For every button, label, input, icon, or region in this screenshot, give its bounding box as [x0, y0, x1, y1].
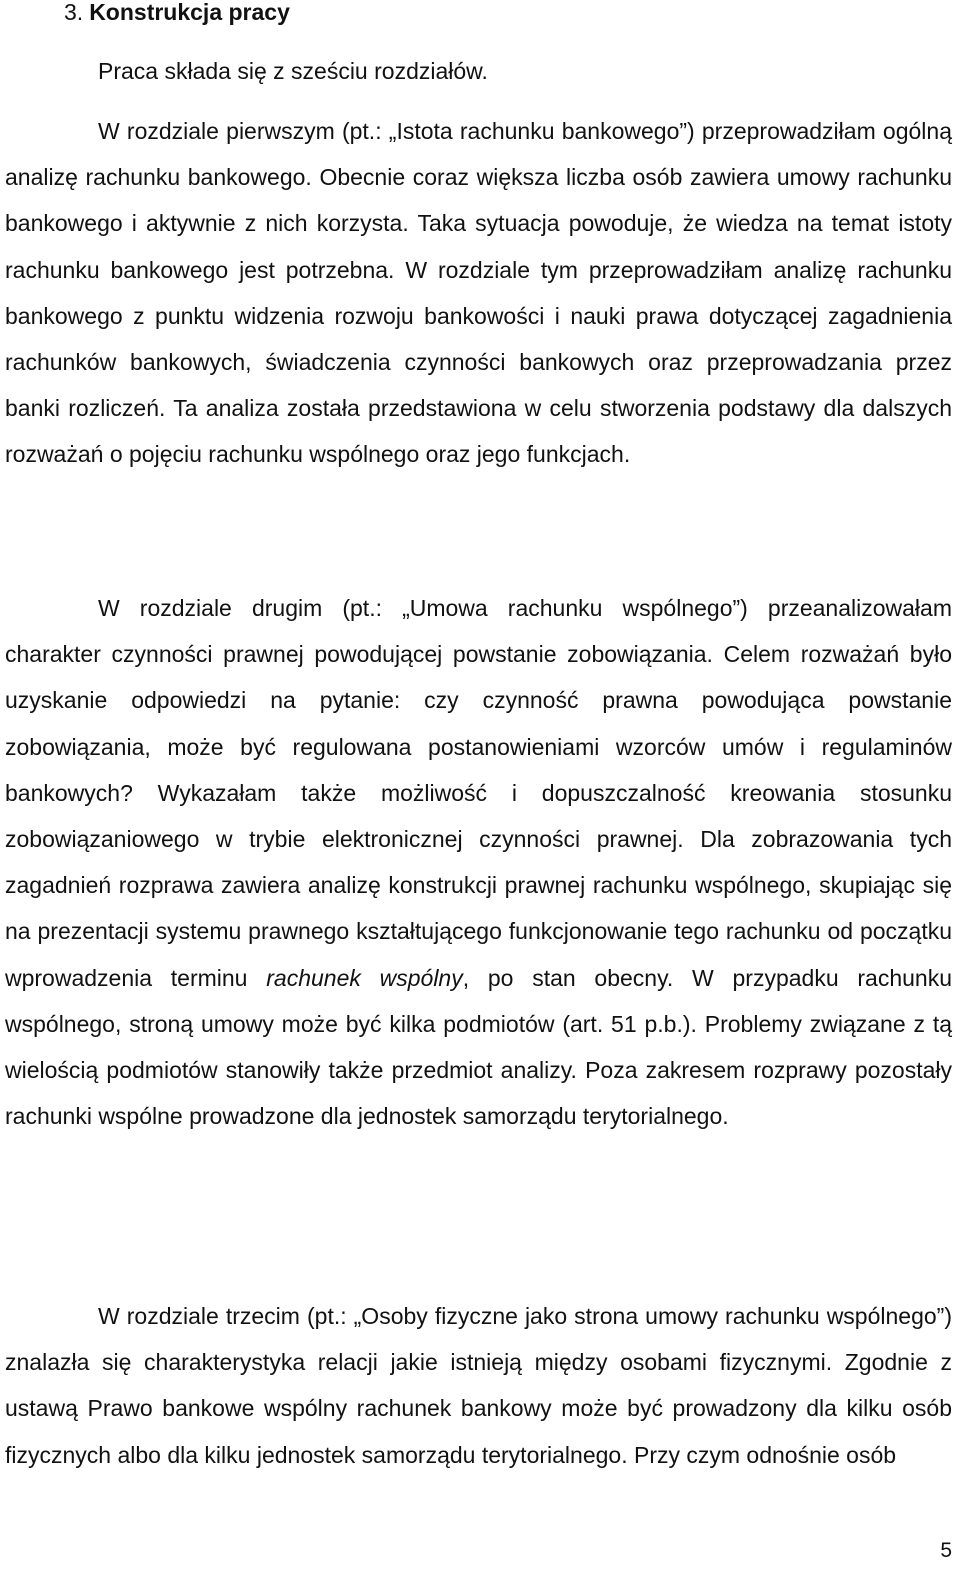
intro-paragraph-block: [5, 48, 952, 94]
chapter-one-paragraph: W rozdziale pierwszym (pt.: „Istota rachunku bankowego”) przeprowadziłam ogólną analizę rachunku bankowego. Obecnie coraz większa liczba osób zawiera umowy rachunku bankowego i aktywnie z nich korzysta. Taka sytuacja powoduje, że wiedza na temat istoty rachunku bankowego jest potrzebna. W rozdziale tym przeprowadziłam analizę rachunku bankowego z punktu widzenia rozwoju bankowości i nauki prawa dotyczącej zagadnienia rachunków bankowych, świadczenia czynności bankowych oraz przeprowadzania przez banki rozliczeń. Ta analiza została przedstawiona w celu stworzenia podstawy dla dalszych rozważań o pojęciu rachunku wspólnego oraz jego funkcjach.: [5, 118, 952, 468]
chapter-two-block: [5, 585, 952, 1139]
chapter-two-italic-term: rachunek wspólny: [266, 964, 463, 991]
page-number: 5: [940, 1539, 952, 1562]
chapter-three-paragraph: W rozdziale trzecim (pt.: „Osoby fizyczne jako strona umowy rachunku wspólnego”) znalazła się charakterystyka relacji jakie istnieją między osobami fizycznymi. Zgodnie z ustawą Prawo bankowe wspólny rachunek bankowy może być prowadzony dla kilku osób fizycznych albo dla kilku jednostek samorządu terytorialnego. Przy czym odnośnie osób: [5, 1303, 952, 1468]
chapter-two-text-end: , po stan obecny. W przypadku rachunku wspólnego, stroną umowy może być kilka podmiotów (art. 51 p.b.). Problemy związane z tą wielością podmiotów stanowiły także przedmiot analizy. Poza zakresem rozprawy pozostały rachunki wspólne prowadzone dla jednostek samorządu terytorialnego.: [5, 964, 952, 1130]
chapter-one-block: [5, 108, 952, 478]
section-number: 3.: [64, 0, 84, 25]
section-heading: [64, 0, 290, 30]
intro-paragraph: Praca składa się z sześciu rozdziałów.: [98, 58, 488, 84]
section-title: Konstrukcja pracy: [89, 0, 290, 25]
chapter-two-text-start: W rozdziale drugim (pt.: „Umowa rachunku wspólnego”) przeanalizowałam charakter czynności prawnej powodującej powstanie zobowiązania. Celem rozważań było uzyskanie odpowiedzi na pytanie: czy czynność prawna powodująca powstanie zobowiązania, może być regulowana postanowieniami wzorców umów i regulaminów bankowych? Wykazałam także możliwość i dopuszczalność kreowania stosunku zobowiązaniowego w trybie elektronicznej czynności prawnej. Dla zobrazowania tych zagadnień rozprawa zawiera analizę konstrukcji prawnej rachunku wspólnego, skupiając się na prezentacji systemu prawnego kształtującego funkcjonowanie tego rachunku od początku wprowadzenia terminu: [5, 595, 952, 991]
chapter-two-paragraph: [5, 585, 952, 1139]
chapter-three-block: [5, 1293, 952, 1478]
